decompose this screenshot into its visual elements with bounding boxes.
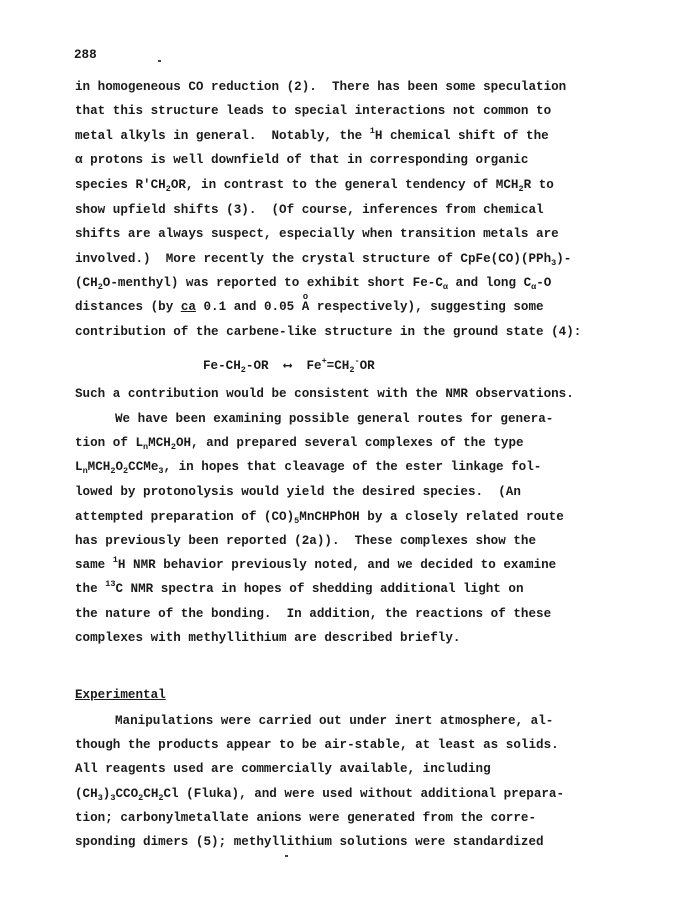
text-line: lowed by protonolysis would yield the desired species. (An: [75, 485, 521, 499]
text-line: $(CH_3)_3CCO_2CH_2Cl$ (Fluka), and were used without additional prepara-: [75, 787, 565, 803]
text-line: α protons is well downfield of that in corresponding organic: [75, 153, 529, 167]
text-line: $L_nMCH_2O_2CCMe_3$, in hopes that cleavage of the ester linkage fol-: [75, 460, 542, 476]
text-line: that this structure leads to special interactions not common to: [75, 104, 552, 118]
text-line: attempted preparation of $(CO)_5MnCHPhOH$ by a closely related route: [75, 510, 564, 526]
text-line: We have been examining possible general routes for genera-: [115, 412, 554, 426]
text-line: complexes with methyllithium are described briefly.: [75, 631, 461, 645]
italic-abbrev-ca: ca: [180, 300, 196, 314]
text-line: involved.) More recently the crystal structure of CpFe(CO)(PPh$_3$)-: [75, 252, 572, 268]
text-line: Such a contribution would be consistent with the NMR observations.: [75, 387, 574, 401]
text-line: All reagents used are commercially available, including: [75, 762, 491, 776]
text-line: the nature of the bonding. In addition, the reactions of these: [75, 607, 552, 621]
text-line: tion of $L_nMCH_2OH$, and prepared several complexes of the type: [75, 436, 524, 452]
section-heading: Experimental: [75, 688, 166, 702]
text-line: has previously been reported (2a)). These complexes show the: [75, 534, 537, 548]
text-line: the $^{13}$C NMR spectra in hopes of shedding additional light on: [75, 579, 524, 596]
resonance-arrow: ⟷: [283, 359, 292, 373]
text-line: Manipulations were carried out under inert atmosphere, al-: [115, 714, 554, 728]
text-line: show upfield shifts (3). (Of course, inferences from chemical: [75, 203, 544, 217]
text-line: tion; carbonylmetallate anions were generated from the corre-: [75, 811, 537, 825]
text-line: species $R'CH_2OR$, in contrast to the general tendency of $MCH_2R$ to: [75, 178, 554, 194]
text-line: distances (by ca 0.1 and 0.05 o A respectively), suggesting some: [75, 292, 544, 314]
page-number: 288: [74, 48, 97, 62]
text-line: contribution of the carbene-like structure in the ground state (4):: [75, 325, 582, 339]
scan-speck: [158, 60, 161, 62]
text-line: sponding dimers (5); methyllithium solutions were standardized: [75, 835, 544, 849]
scan-speck: [285, 855, 288, 857]
resonance-equation: $Fe-CH_2-OR$ ⟷ $Fe^+=CH_2^-OR$: [203, 356, 375, 375]
text-line: in homogeneous CO reduction (2). There has been some speculation: [75, 80, 567, 94]
text-line: though the products appear to be air-stable, at least as solids.: [75, 738, 559, 752]
text-line: shifts are always suspect, especially when transition metals are: [75, 227, 559, 241]
text-line: same $^1$H NMR behavior previously noted, and we decided to examine: [75, 555, 557, 572]
angstrom-symbol: o A: [301, 292, 310, 314]
text-line: $(CH_2O-menthyl)$ was reported to exhibit short $Fe-C_\alpha$ and long $C_\alpha-O$: [75, 276, 552, 292]
text-line: metal alkyls in general. Notably, the $^1$H chemical shift of the: [75, 126, 549, 143]
